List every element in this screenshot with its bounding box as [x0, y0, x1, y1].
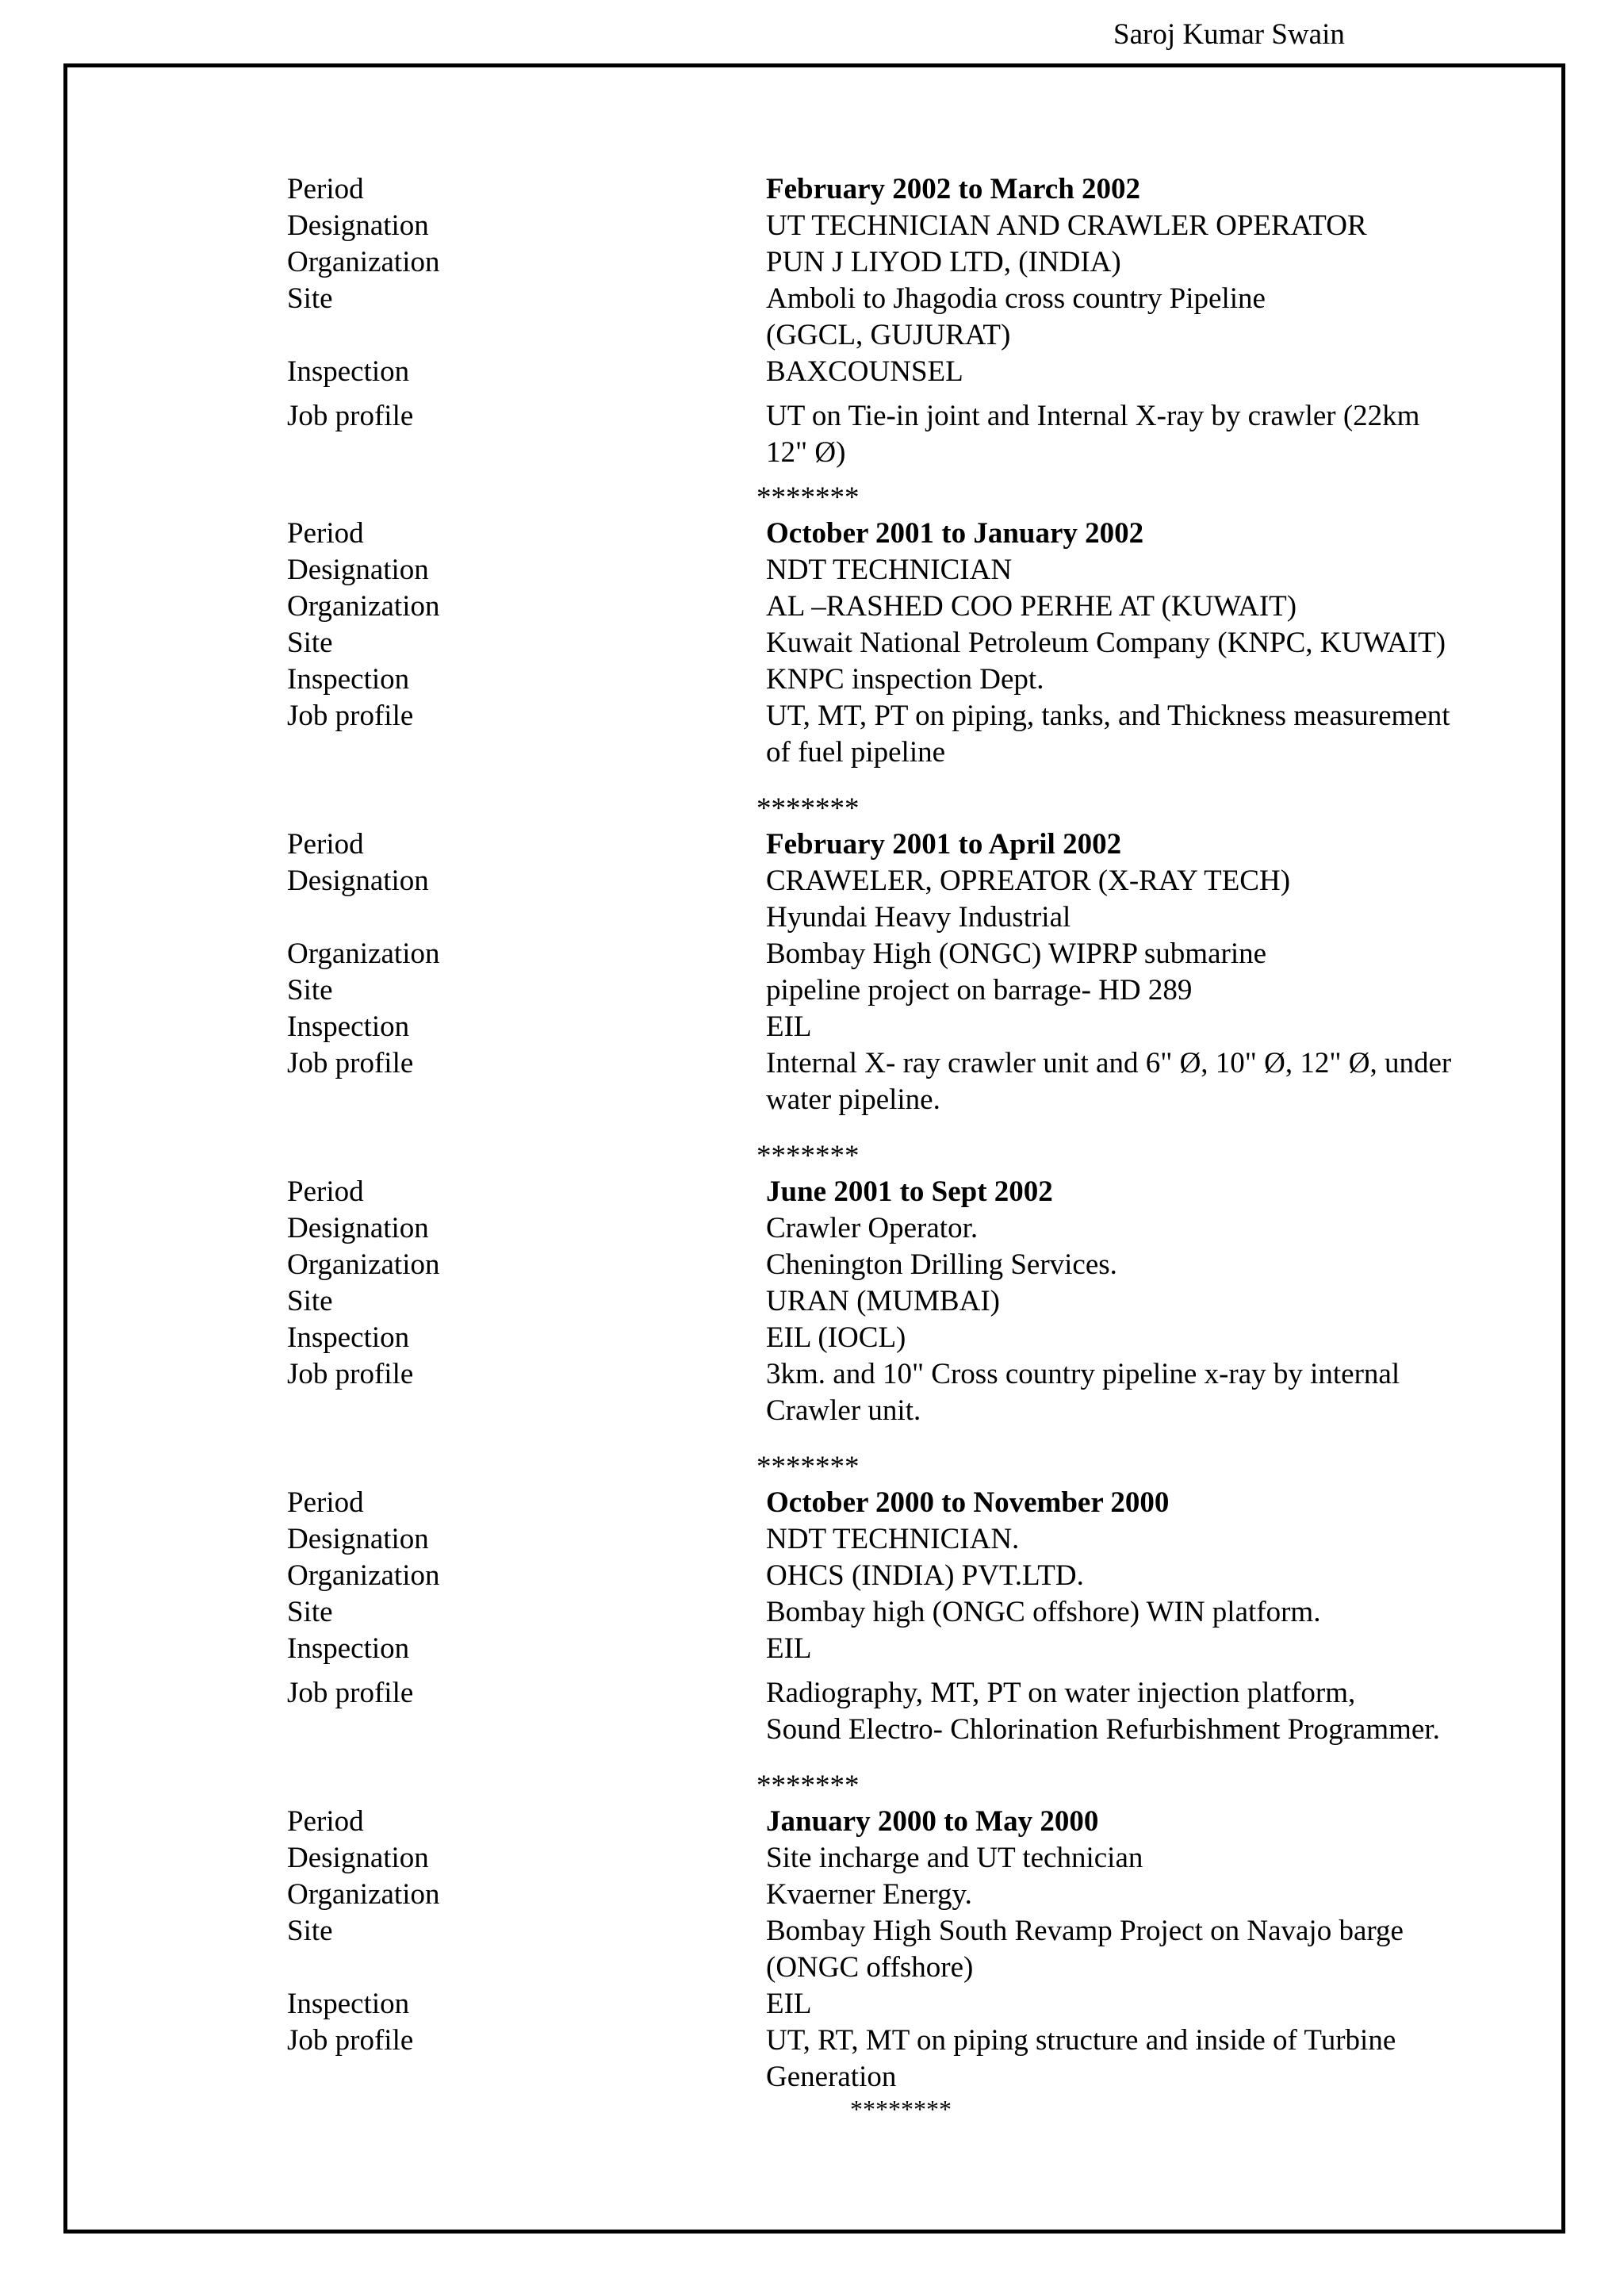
- inspection-row: [287, 1009, 1540, 1045]
- organization-label: Organization: [287, 1878, 440, 1911]
- inspection-row: [287, 354, 1540, 390]
- organization-value: Kvaerner Energy.: [766, 1878, 972, 1911]
- designation-row: [287, 863, 1540, 936]
- site-value: [766, 281, 1535, 354]
- designation-label: Designation: [287, 865, 429, 897]
- work-entry: [287, 1174, 1540, 1429]
- period-label: Period: [287, 1486, 364, 1519]
- organization-row: [287, 1558, 1540, 1594]
- site-label: Site: [287, 627, 333, 659]
- period-value: February 2001 to April 2002: [766, 828, 1122, 861]
- designation-value: UT TECHNICIAN AND CRAWLER OPERATOR: [766, 209, 1367, 242]
- work-entry: [287, 826, 1540, 1118]
- entry-separator: *******: [756, 481, 860, 514]
- organization-label: Organization: [287, 246, 440, 278]
- header-name: Saroj Kumar Swain: [1113, 18, 1345, 51]
- designation-row: [287, 1521, 1540, 1558]
- designation-row: [287, 208, 1540, 244]
- work-history: [287, 171, 1540, 2122]
- inspection-value: EIL: [766, 1632, 812, 1665]
- work-entry: [287, 516, 1540, 771]
- site-label: Site: [287, 1596, 333, 1628]
- entry-separator: *******: [756, 1140, 860, 1172]
- site-value: URAN (MUMBAI): [766, 1285, 1000, 1317]
- inspection-value: KNPC inspection Dept.: [766, 663, 1044, 696]
- period-value: October 2001 to January 2002: [766, 517, 1144, 550]
- job-profile-line: of fuel pipeline: [766, 736, 946, 769]
- designation-row: [287, 552, 1540, 589]
- inspection-value: EIL: [766, 1988, 812, 2020]
- organization-label: Organization: [287, 1248, 440, 1281]
- organization-value: AL –RASHED COO PERHE AT (KUWAIT): [766, 590, 1297, 623]
- period-value: February 2002 to March 2002: [766, 173, 1141, 205]
- inspection-label: Inspection: [287, 663, 410, 696]
- site-value: Bombay high (ONGC offshore) WIN platform.: [766, 1596, 1321, 1628]
- organization-row: [287, 936, 1540, 972]
- site-row: [287, 625, 1540, 661]
- period-row: [287, 171, 1540, 208]
- designation-row: [287, 1840, 1540, 1877]
- job-profile-row: [287, 698, 1540, 771]
- organization-row: [287, 1877, 1540, 1913]
- period-label: Period: [287, 173, 364, 205]
- work-entry: [287, 1804, 1540, 2096]
- organization-row: [287, 244, 1540, 281]
- job-profile-line: UT on Tie-in joint and Internal X-ray by crawler (22km: [766, 400, 1420, 432]
- job-profile-label: Job profile: [287, 1047, 414, 1079]
- inspection-label: Inspection: [287, 1321, 410, 1354]
- site-line: Bombay High South Revamp Project on Navajo barge: [766, 1915, 1404, 1947]
- inspection-label: Inspection: [287, 355, 410, 388]
- inspection-row: [287, 661, 1540, 698]
- job-profile-line: Sound Electro- Chlorination Refurbishment Programmer.: [766, 1713, 1440, 1746]
- job-profile-label: Job profile: [287, 1358, 414, 1390]
- job-profile-value: [766, 1675, 1535, 1748]
- period-value: January 2000 to May 2000: [766, 1805, 1099, 1838]
- site-label: Site: [287, 1285, 333, 1317]
- period-value: June 2001 to Sept 2002: [766, 1175, 1053, 1208]
- job-profile-line: water pipeline.: [766, 1083, 940, 1116]
- job-profile-value: [766, 1045, 1535, 1118]
- site-value: pipeline project on barrage- HD 289: [766, 974, 1193, 1007]
- job-profile-value: [766, 698, 1535, 771]
- designation-line: CRAWELER, OPREATOR (X-RAY TECH): [766, 865, 1291, 897]
- job-profile-label: Job profile: [287, 2024, 414, 2057]
- organization-value: OHCS (INDIA) PVT.LTD.: [766, 1559, 1084, 1592]
- job-profile-value: [766, 1356, 1535, 1429]
- site-value: [766, 1913, 1535, 1986]
- designation-value: NDT TECHNICIAN: [766, 554, 1013, 586]
- job-profile-line: Crawler unit.: [766, 1394, 921, 1427]
- period-label: Period: [287, 517, 364, 550]
- job-profile-line: UT, RT, MT on piping structure and inside of Turbine: [766, 2024, 1396, 2057]
- job-profile-label: Job profile: [287, 400, 414, 432]
- job-profile-line: Internal X- ray crawler unit and 6" Ø, 10" Ø, 12" Ø, under: [766, 1047, 1452, 1079]
- designation-label: Designation: [287, 1842, 429, 1874]
- period-row: [287, 516, 1540, 552]
- organization-value: PUN J LIYOD LTD, (INDIA): [766, 246, 1121, 278]
- period-row: [287, 826, 1540, 863]
- period-label: Period: [287, 1805, 364, 1838]
- period-label: Period: [287, 828, 364, 861]
- designation-label: Designation: [287, 554, 429, 586]
- job-profile-row: [287, 1045, 1540, 1118]
- site-row: [287, 1913, 1540, 1986]
- period-row: [287, 1174, 1540, 1210]
- inspection-label: Inspection: [287, 1010, 410, 1043]
- period-label: Period: [287, 1175, 364, 1208]
- entry-separator: *******: [756, 1451, 860, 1483]
- job-profile-line: UT, MT, PT on piping, tanks, and Thickness measurement: [766, 700, 1450, 732]
- site-row: [287, 281, 1540, 354]
- job-profile-row: [287, 1356, 1540, 1429]
- job-profile-line: Radiography, MT, PT on water injection platform,: [766, 1677, 1356, 1709]
- work-entry: [287, 171, 1540, 471]
- inspection-label: Inspection: [287, 1632, 410, 1665]
- organization-label: Organization: [287, 590, 440, 623]
- site-row: [287, 1283, 1540, 1320]
- work-entry: [287, 1485, 1540, 1748]
- job-profile-label: Job profile: [287, 1677, 414, 1709]
- entry-separator: *******: [756, 1770, 860, 1802]
- site-line: (ONGC offshore): [766, 1951, 974, 1984]
- site-value: Kuwait National Petroleum Company (KNPC, KUWAIT): [766, 627, 1446, 659]
- end-separator: ********: [850, 2095, 952, 2123]
- site-label: Site: [287, 974, 333, 1007]
- designation-label: Designation: [287, 1212, 429, 1244]
- inspection-value: EIL (IOCL): [766, 1321, 906, 1354]
- job-profile-row: [287, 398, 1540, 471]
- job-profile-line: Generation: [766, 2061, 897, 2093]
- site-row: [287, 1594, 1540, 1631]
- entry-separator: *******: [756, 792, 860, 825]
- designation-label: Designation: [287, 1523, 429, 1555]
- designation-label: Designation: [287, 209, 429, 242]
- job-profile-value: [766, 398, 1535, 471]
- site-line: Amboli to Jhagodia cross country Pipeline: [766, 282, 1266, 315]
- inspection-row: [287, 1986, 1540, 2023]
- inspection-row: [287, 1320, 1540, 1356]
- job-profile-value: [766, 2023, 1535, 2096]
- inspection-label: Inspection: [287, 1988, 410, 2020]
- site-row: [287, 972, 1540, 1009]
- organization-value: Bombay High (ONGC) WIPRP submarine: [766, 938, 1267, 970]
- designation-value: Crawler Operator.: [766, 1212, 979, 1244]
- site-line: (GGCL, GUJURAT): [766, 319, 1011, 351]
- job-profile-line: 12" Ø): [766, 436, 846, 469]
- period-row: [287, 1485, 1540, 1521]
- job-profile-label: Job profile: [287, 700, 414, 732]
- inspection-row: [287, 1631, 1540, 1667]
- organization-label: Organization: [287, 1559, 440, 1592]
- inspection-value: EIL: [766, 1010, 812, 1043]
- job-profile-row: [287, 2023, 1540, 2096]
- organization-label: Organization: [287, 938, 440, 970]
- designation-row: [287, 1210, 1540, 1247]
- organization-value: Chenington Drilling Services.: [766, 1248, 1117, 1281]
- period-value: October 2000 to November 2000: [766, 1486, 1170, 1519]
- period-row: [287, 1804, 1540, 1840]
- designation-line: Hyundai Heavy Industrial: [766, 901, 1071, 934]
- site-label: Site: [287, 282, 333, 315]
- organization-row: [287, 589, 1540, 625]
- designation-value: [766, 863, 1535, 936]
- job-profile-line: 3km. and 10" Cross country pipeline x-ray by internal: [766, 1358, 1400, 1390]
- inspection-value: BAXCOUNSEL: [766, 355, 963, 388]
- designation-value: Site incharge and UT technician: [766, 1842, 1143, 1874]
- organization-row: [287, 1247, 1540, 1283]
- job-profile-row: [287, 1675, 1540, 1748]
- designation-value: NDT TECHNICIAN.: [766, 1523, 1020, 1555]
- site-label: Site: [287, 1915, 333, 1947]
